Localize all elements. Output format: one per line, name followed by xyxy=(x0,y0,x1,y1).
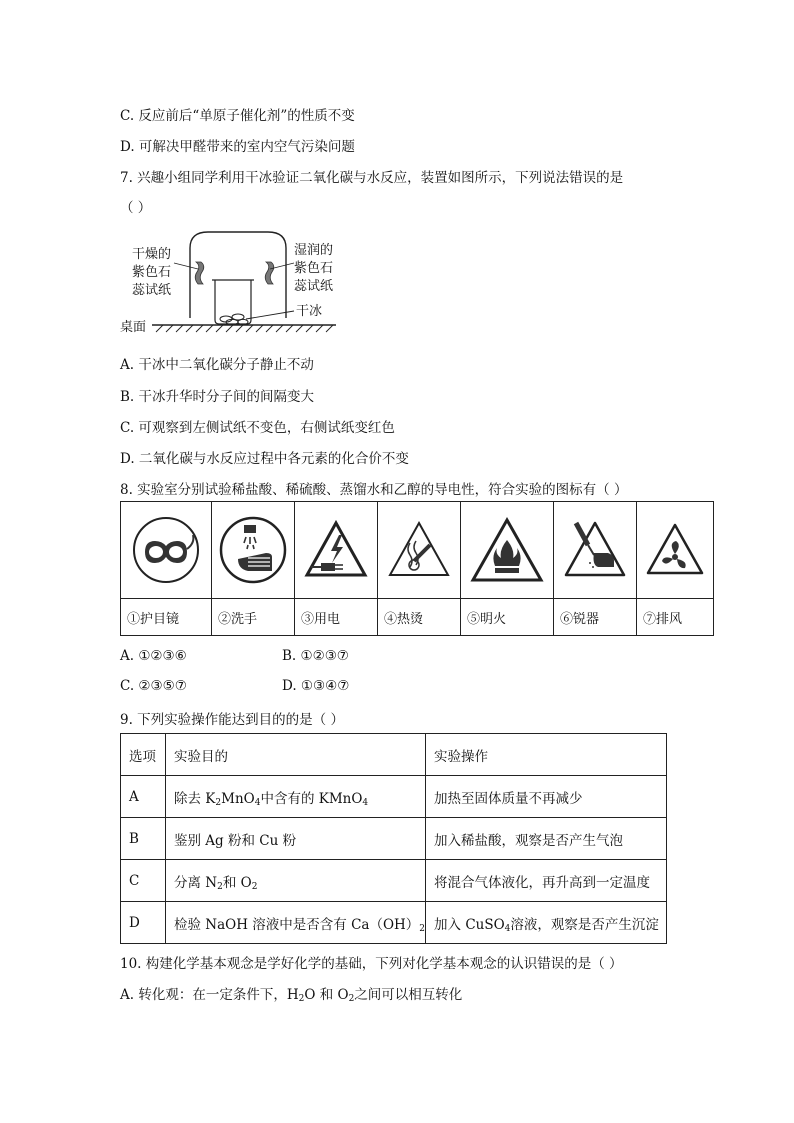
q8-option-c: C. ②③⑤⑦ xyxy=(120,678,187,694)
table-cell-option: B xyxy=(121,818,166,860)
table-cell-option: D xyxy=(121,902,166,944)
q8-option-d: D. ①③④⑦ xyxy=(282,678,350,694)
table-row xyxy=(121,902,667,944)
q9-table xyxy=(120,733,667,944)
table-row xyxy=(121,860,667,902)
q7-answer-paren: （ ） xyxy=(120,200,152,216)
table-header-cell: 实验操作 xyxy=(426,734,667,776)
q6-option-c: C. 反应前后“单原子催化剂”的性质不变 xyxy=(120,108,355,124)
table-cell-operation: 加热至固体质量不再减少 xyxy=(426,776,667,818)
q7-option-a: A. 干冰中二氧化碳分子静止不动 xyxy=(120,357,314,373)
icon-label-hot: ④热烫 xyxy=(378,599,461,636)
table-cell-goal: 鉴别 Ag 粉和 Cu 粉 xyxy=(166,818,426,860)
icon-label-goggles: ①护目镜 xyxy=(121,599,212,636)
q7-option-d: D. 二氧化碳与水反应过程中各元素的化合价不变 xyxy=(120,451,409,467)
goggles-icon xyxy=(121,502,212,599)
fig-table-label: 桌面 xyxy=(120,320,147,335)
q8-option-b: B. ①②③⑦ xyxy=(282,648,349,664)
table-cell-operation: 加入 CuSO$_4$溶液，观察是否产生沉淀 xyxy=(426,902,667,944)
table-header-cell: 选项 xyxy=(121,734,166,776)
hot-icon xyxy=(378,502,461,599)
table-cell-goal: 分离 $N_2$和 $O_2$ xyxy=(166,860,426,902)
q10-stem: 10. 构建化学基本观念是学好化学的基础，下列对化学基本观念的认识错误的是（ ） xyxy=(120,956,623,972)
q6-option-d: D. 可解决甲醛带来的室内空气污染问题 xyxy=(120,139,355,155)
table-row xyxy=(121,776,667,818)
q8-icon-table xyxy=(120,501,714,636)
icon-label-flame: ⑤明火 xyxy=(461,599,554,636)
q10-option-a: A. 转化观：在一定条件下，$H_2O$ 和 $O_2$之间可以相互转化 xyxy=(120,987,463,1004)
icon-label-hand-wash: ②洗手 xyxy=(212,599,295,636)
hand-wash-icon xyxy=(212,502,295,599)
q7-stem: 7. 兴趣小组同学利用干冰验证二氧化碳与水反应，装置如图所示，下列说法错误的是 xyxy=(120,170,624,186)
fig-left-label-3: 蕊试纸 xyxy=(132,283,172,298)
table-cell-operation: 加入稀盐酸，观察是否产生气泡 xyxy=(426,818,667,860)
table-row xyxy=(121,818,667,860)
q7-option-c: C. 可观察到左侧试纸不变色，右侧试纸变红色 xyxy=(120,420,395,436)
fan-icon xyxy=(637,502,714,599)
table-cell-option: C xyxy=(121,860,166,902)
table-cell-goal: 检验 NaOH 溶液中是否含有 $Ca(OH)_2$ xyxy=(166,902,426,944)
table-cell-goal: 除去 $K_2MnO_4$中含有的 KMnO$_4$ xyxy=(166,776,426,818)
sharp-icon xyxy=(554,502,637,599)
fig-left-label-2: 紫色石 xyxy=(132,265,172,280)
flame-icon xyxy=(461,502,554,599)
q9-stem: 9. 下列实验操作能达到目的的是（ ） xyxy=(120,712,344,728)
fig-right-label-3: 蕊试纸 xyxy=(294,279,334,294)
table-header-cell: 实验目的 xyxy=(166,734,426,776)
q7-option-b: B. 干冰升华时分子间的间隔变大 xyxy=(120,389,315,405)
fig-right-label-1: 湿润的 xyxy=(294,243,334,258)
fig-right-label-2: 紫色石 xyxy=(294,261,334,276)
fig-dry-ice-label: 干冰 xyxy=(296,304,323,319)
q8-option-a: A. ①②③⑥ xyxy=(120,648,187,664)
fig-left-label-1: 干燥的 xyxy=(132,247,172,262)
icon-label-fan: ⑦排风 xyxy=(637,599,714,636)
icon-label-sharp: ⑥锐器 xyxy=(554,599,637,636)
table-cell-operation: 将混合气体液化，再升高到一定温度 xyxy=(426,860,667,902)
icon-label-electric: ③用电 xyxy=(295,599,378,636)
table-cell-option: A xyxy=(121,776,166,818)
electric-icon xyxy=(295,502,378,599)
q8-stem: 8. 实验室分别试验稀盐酸、稀硫酸、蒸馏水和乙醇的导电性，符合实验的图标有（ ） xyxy=(120,482,628,498)
q7-apparatus-figure xyxy=(118,222,358,338)
table-header-row xyxy=(121,734,667,776)
